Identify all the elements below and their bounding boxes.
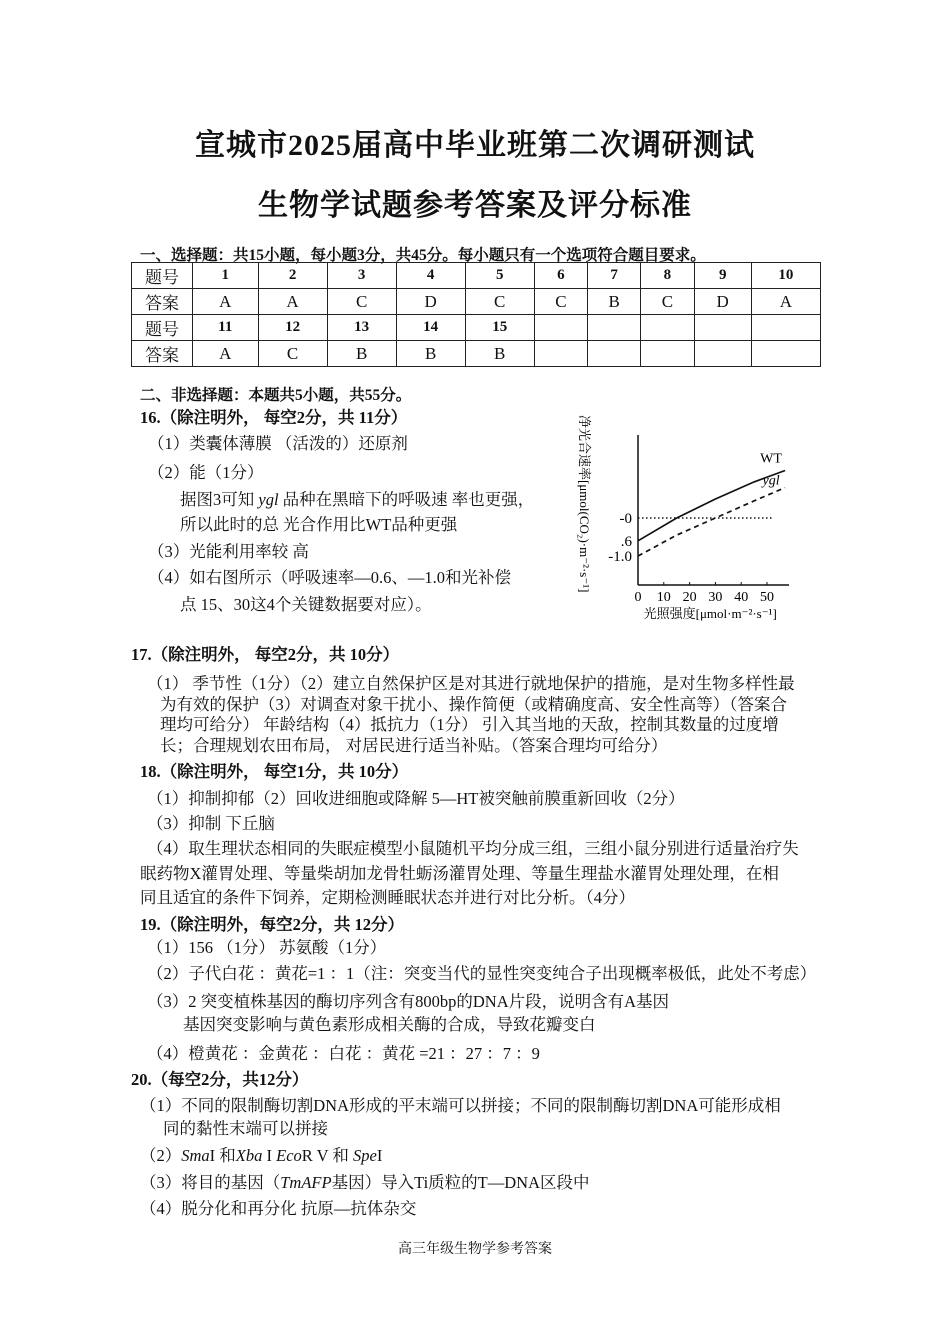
answer-cell: D xyxy=(396,289,465,315)
y-tick-label: -0 xyxy=(619,511,632,527)
question-number: 10 xyxy=(751,263,820,289)
question-number: 8 xyxy=(641,263,694,289)
answer-cell: A xyxy=(193,341,259,367)
answer-cell xyxy=(588,341,641,367)
question-number xyxy=(641,315,694,341)
answer-line: （3）光能利用率较 高 xyxy=(148,542,309,561)
answer-cell xyxy=(694,341,751,367)
answer-line: （1）156 （1分） 苏氨酸（1分） xyxy=(147,938,387,957)
x-tick-label: 10 xyxy=(656,590,671,605)
answer-line: （1）不同的限制酶切割DNA形成的平末端可以拼接；不同的限制酶切割DNA可能形成相 xyxy=(140,1096,781,1115)
answer-line: （2）子代白花 ：黄花=1 ：1（注：突变当代的显性突变纯合子出现概率极低，此处不考虑） xyxy=(147,964,817,983)
question-number: 11 xyxy=(193,315,259,341)
text-segment: （3）将目的基因（ xyxy=(140,1173,281,1192)
answer-line: 理均可给分） 年龄结构（4）抵抗力（1分） 引入其当地的天敌，控制其数量的过度增 xyxy=(160,715,779,734)
question-number: 13 xyxy=(327,315,396,341)
row-label: 题号 xyxy=(132,315,193,341)
row-label: 答案 xyxy=(132,289,193,315)
photosynthesis-chart xyxy=(560,400,830,630)
x-tick-label: 40 xyxy=(734,590,749,605)
footer: 高三年级生物学参考答案 xyxy=(398,1242,552,1257)
answer-line: 同且适宜的条件下饲养，定期检测睡眠状态并进行对比分析。（4分） xyxy=(140,888,635,907)
question-number xyxy=(588,315,641,341)
legend-label: WT xyxy=(760,451,782,467)
question-number: 3 xyxy=(327,263,396,289)
text-segment: I xyxy=(376,1146,383,1165)
answer-line: （4）取生理状态相同的失眠症模型小鼠随机平均分成三组，三组小鼠分别进行适量治疗失 xyxy=(147,839,799,858)
answer-line: 同的黏性末端可以拼接 xyxy=(163,1119,328,1138)
answer-cell: C xyxy=(534,289,587,315)
answer-line xyxy=(140,1169,590,1193)
answer-line: （4）脱分化和再分化 抗原—抗体杂交 xyxy=(140,1199,417,1218)
answer-line: （1）抑制抑郁（2）回收进细胞或降解 5—HT被突触前膜重新回收（2分） xyxy=(147,789,685,808)
answer-line: （2）能（1分） xyxy=(148,463,264,482)
italic-term: Eco xyxy=(276,1146,302,1165)
italic-term: TmAFP xyxy=(280,1173,332,1192)
question-number: 12 xyxy=(258,315,327,341)
question-heading: 19.（除注明外，每空2分，共 12分） xyxy=(140,915,404,934)
italic-term: Xba xyxy=(235,1146,263,1165)
question-heading: 18.（除注明外， 每空1分，共 10分） xyxy=(140,762,409,781)
row-label: 答案 xyxy=(132,341,193,367)
answer-cell xyxy=(641,341,694,367)
question-heading: 16.（除注明外， 每空2分，共 11分） xyxy=(140,408,408,427)
text-segment: （2） xyxy=(140,1146,182,1165)
answer-line: （3）抑制 下丘脑 xyxy=(147,814,275,833)
answer-line: 眠药物X灌胃处理、等量柴胡加龙骨牡蛎汤灌胃处理、等量生理盐水灌胃处理处理，在相 xyxy=(140,864,779,883)
x-axis-label: 光照强度[μmol·m⁻²·s⁻¹] xyxy=(643,606,777,621)
section2-heading: 二、非选择题：本题共5小题，共55分。 xyxy=(140,387,412,404)
answer-cell: B xyxy=(588,289,641,315)
answer-line: 点 15、30这4个关键数据要对应）。 xyxy=(180,595,432,614)
x-tick-label: 30 xyxy=(708,590,723,605)
answer-table xyxy=(131,262,821,367)
series-line-ygl xyxy=(638,488,785,556)
question-number: 5 xyxy=(465,263,534,289)
answer-cell: A xyxy=(751,289,820,315)
question-number xyxy=(694,315,751,341)
answer-line: 为有效的保护（3）对调查对象干扰小、操作简便（或精确度高、安全性高等）（答案合 xyxy=(160,695,787,714)
question-number xyxy=(534,315,587,341)
question-number: 4 xyxy=(396,263,465,289)
answer-line: （4）橙黄花 ：金黄花 ：白花 ：黄花 =21 ：27 ：7 ：9 xyxy=(147,1044,540,1063)
italic-term: Spe xyxy=(353,1146,377,1165)
table-row xyxy=(132,315,821,341)
document-title: 宣城市2025届高中毕业班第二次调研测试 xyxy=(195,129,755,162)
x-tick-label: 20 xyxy=(682,590,697,605)
document-subtitle: 生物学试题参考答案及评分标准 xyxy=(258,189,692,222)
answer-cell: B xyxy=(465,341,534,367)
answer-line: 长；合理规划农田布局， 对居民进行适当补贴。（答案合理均可给分） xyxy=(160,736,668,755)
answer-line: （4）如右图所示（呼吸速率—0.6、—1.0和光补偿 xyxy=(148,568,511,587)
question-number: 2 xyxy=(258,263,327,289)
y-tick-label: -1.0 xyxy=(608,549,632,565)
section1-heading: 一、选择题：共15小题，每小题3分，共45分。每小题只有一个选项符合题目要求。 xyxy=(140,247,706,264)
table-row xyxy=(132,341,821,367)
answer-cell: C xyxy=(327,289,396,315)
answer-line xyxy=(140,1142,382,1166)
answer-line: （1）类囊体薄膜 （活泼的）还原剂 xyxy=(148,434,408,453)
question-heading: 17.（除注明外， 每空2分，共 10分） xyxy=(131,645,400,664)
answer-cell: C xyxy=(258,341,327,367)
answer-line: （1） 季节性（1分）（2）建立自然保护区是对其进行就地保护的措施，是对生物多样性最 xyxy=(147,674,795,693)
italic-term: ygl xyxy=(258,490,279,509)
answer-line: 基因突变影响与黄色素形成相关酶的合成，导致花瓣变白 xyxy=(183,1015,596,1034)
text-segment: 品种在黑暗下的呼吸速 率也更强， xyxy=(278,490,535,509)
question-number xyxy=(751,315,820,341)
answer-line: 所以此时的总 光合作用比WT品种更强 xyxy=(180,515,458,534)
question-number: 1 xyxy=(193,263,259,289)
answer-cell xyxy=(534,341,587,367)
answer-cell: D xyxy=(694,289,751,315)
text-segment: R V 和 xyxy=(301,1146,353,1165)
question-number: 15 xyxy=(465,315,534,341)
answer-cell: C xyxy=(465,289,534,315)
answer-cell: A xyxy=(258,289,327,315)
question-number: 6 xyxy=(534,263,587,289)
answer-line xyxy=(180,486,534,510)
question-heading: 20.（每空2分，共12分） xyxy=(131,1070,309,1089)
question-number: 14 xyxy=(396,315,465,341)
legend-label: ygl xyxy=(762,473,780,489)
italic-term: Sma xyxy=(181,1146,210,1165)
row-label: 题号 xyxy=(132,263,193,289)
answer-cell: B xyxy=(327,341,396,367)
answer-cell: C xyxy=(641,289,694,315)
question-number: 9 xyxy=(694,263,751,289)
answer-line: （3）2 突变植株基因的酶切序列含有800bp的DNA片段，说明含有A基因 xyxy=(147,992,670,1011)
answer-cell: A xyxy=(193,289,259,315)
text-segment: 据图3可知 xyxy=(180,490,259,509)
y-tick-label: .6 xyxy=(620,533,632,550)
x-tick-label: 0 xyxy=(634,590,642,605)
text-segment: I xyxy=(262,1146,277,1165)
x-tick-label: 50 xyxy=(760,590,774,605)
answer-cell: B xyxy=(396,341,465,367)
y-axis-label: 净光合速率[μmol(CO₂)·m⁻²·s⁻¹] xyxy=(577,415,592,593)
question-number: 7 xyxy=(588,263,641,289)
answer-cell xyxy=(751,341,820,367)
table-row xyxy=(132,263,821,289)
table-row xyxy=(132,289,821,315)
text-segment: 基因）导入Ti质粒的T—DNA区段中 xyxy=(331,1173,590,1192)
text-segment: I 和 xyxy=(209,1146,236,1165)
